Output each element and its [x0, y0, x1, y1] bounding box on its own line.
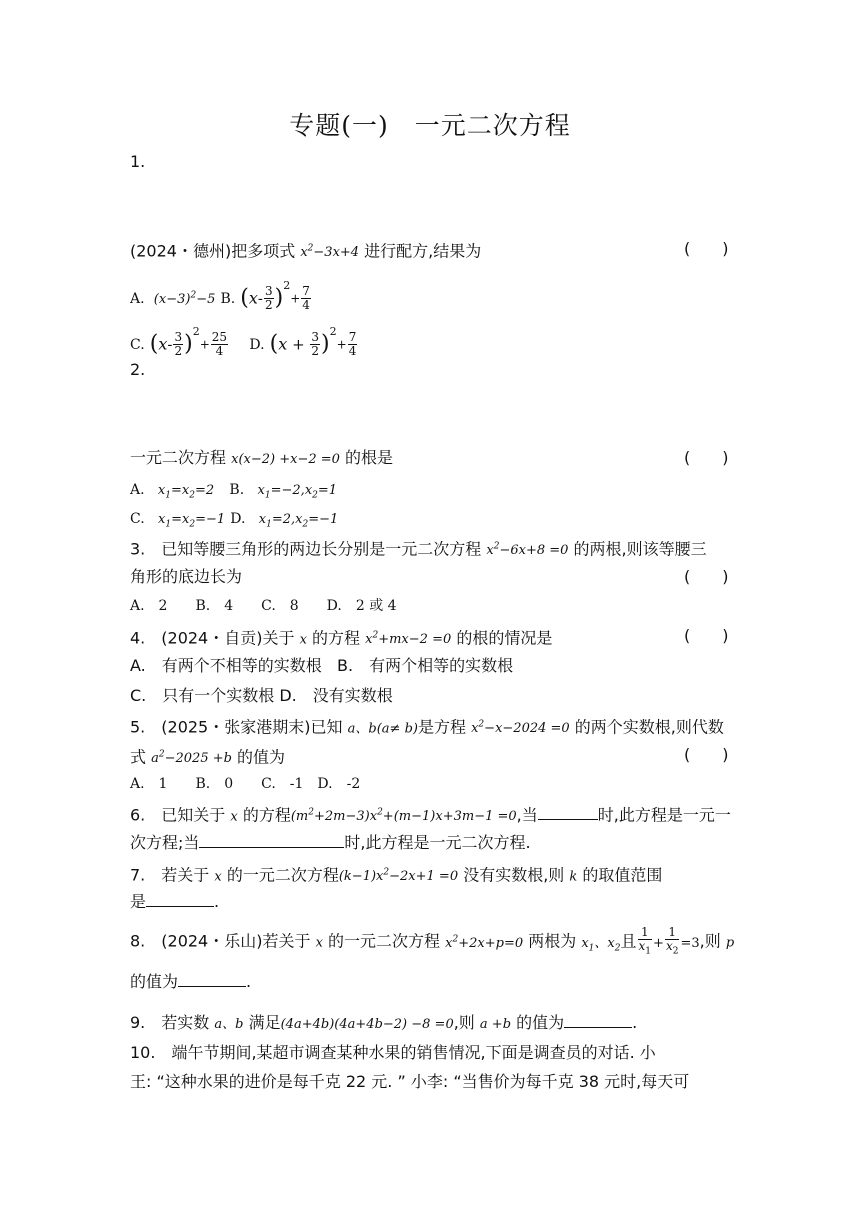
- q1-option-a-label: A.: [130, 291, 145, 307]
- q5-options: A. 1 B. 0 C. -1 D. -2: [130, 776, 361, 792]
- q6-equation: $(m^2+2m-3)x^2+(m-1)x+3m-1 =0$: [290, 808, 517, 825]
- q2-option-d: $x_1=2,x_2=-1$: [250, 512, 339, 530]
- q2-options-ab: A. $x_1=x_2=2$ B. $x_1=-2,x_2=1$: [130, 482, 338, 501]
- q7-stem-line2: 是 .: [130, 892, 220, 911]
- q1-option-a: $(x-3)^2-5$: [149, 290, 216, 307]
- q3-stem-line1: 3. 已知等腰三角形的两边长分别是一元二次方程 $x^2-6x+8 =0$ 的两根,则该等腰三: [130, 539, 707, 559]
- q1-stem: (2024・德州)把多项式 $x^2-3x+4$ 进行配方,结果为: [130, 241, 482, 261]
- q1-polynomial: $x^2-3x+4$: [300, 244, 360, 261]
- q4-options-cd: [130, 686, 393, 706]
- q6-blank-1[interactable]: [538, 805, 598, 820]
- q8-condition: $\frac{1}{x_1}$ + $\frac{1}{x_2}$ =3: [638, 925, 700, 957]
- q5-stem-line2: 式 $a^2-2025 +b$ 的值为: [130, 747, 286, 767]
- q1-option-c: (x- $\frac{3}{2}$ )$^2$+ $\frac{25}{4}$: [149, 325, 228, 358]
- q2-number: 2.: [130, 360, 146, 379]
- q1-options-ab: [130, 276, 312, 312]
- q4-option-a: A. 有两个不相等的实数根: [130, 656, 322, 675]
- page-title: 专题(一) 一元二次方程: [289, 111, 571, 140]
- q1-option-c-label: C.: [130, 337, 145, 353]
- q2-option-b: $x_1=-2,x_2=1$: [249, 483, 338, 501]
- q8-equation: $x^2+2x+p=0$: [445, 934, 524, 951]
- q5-answer-paren: ( ): [684, 745, 729, 764]
- q8-stem-line2: 的值为 .: [130, 972, 252, 991]
- q1-option-b-label: B.: [220, 291, 236, 307]
- q3-answer-paren: ( ): [684, 567, 729, 586]
- q4-option-d: D. 没有实数根: [279, 686, 393, 705]
- q1-number: 1.: [130, 152, 146, 171]
- q3-options: A. 2 B. 4 C. 8 D. 2 或 4: [130, 598, 397, 614]
- q1-options-cd: [130, 322, 358, 358]
- q3-equation: $x^2-6x+8 =0$: [486, 542, 569, 559]
- q10-stem-line1: 10. 端午节期间,某超市调查某种水果的销售情况,下面是调查员的对话. 小: [130, 1043, 656, 1062]
- q1-option-d-label: D.: [249, 337, 265, 353]
- q6-stem-line2: 次方程;当 时,此方程是一元二次方程.: [130, 833, 531, 852]
- q5-expression: $a^2-2025 +b$: [151, 750, 232, 767]
- q4-options-ab: [130, 656, 513, 676]
- q2-options-cd: C. $x_1=x_2=-1$ D. $x_1=2,x_2=-1$: [130, 511, 339, 530]
- q4-option-b: B. 有两个相等的实数根: [337, 656, 514, 675]
- q6-blank-2[interactable]: [199, 833, 344, 848]
- q4-option-c: C. 只有一个实数根: [130, 686, 275, 705]
- q9-stem: 9. 若实数 a、b 满足(4a+4b)(4a+4b−2) −8 =0,则 a +b 的值为 .: [130, 1013, 638, 1032]
- q3-stem-line2: 角形的底边长为: [130, 567, 243, 586]
- q9-blank[interactable]: [564, 1013, 632, 1028]
- q4-answer-paren: ( ): [684, 626, 729, 645]
- q7-blank[interactable]: [146, 892, 214, 907]
- q4-equation: $x^2+mx-2 =0$: [365, 631, 452, 648]
- q2-option-a: $x_1=x_2=2$: [149, 483, 215, 501]
- q2-answer-paren: ( ): [684, 448, 729, 467]
- q1-answer-paren: ( ): [684, 239, 729, 258]
- q5-variables: a、b(a≠ b): [347, 721, 418, 737]
- q7-stem-line1: 7. 若关于 x 的一元二次方程$(k-1)x^2-2x+1 =0$ 没有实数根,则 k 的取值范围: [130, 865, 663, 885]
- q10-stem-line2: 王: “这种水果的进价是每千克 22 元. ” 小李: “当售价为每千克 38 元时,每天可: [130, 1072, 690, 1091]
- q7-equation: $(k-1)x^2-2x+1 =0$: [338, 868, 459, 885]
- q6-stem-line1: 6. 已知关于 x 的方程$(m^2+2m-3)x^2+(m-1)x+3m-1 =0$,当 时,此方程是一元一: [130, 805, 731, 825]
- q2-option-c: $x_1=x_2=-1$: [149, 512, 226, 530]
- q2-stem: 一元二次方程 x(x−2) +x−2 =0 的根是: [130, 448, 394, 467]
- q8-stem-line1: 8. (2024・乐山)若关于 x 的一元二次方程 $x^2+2x+p=0$ 两根为 $x_1$、$x_2$且 $\frac{1}{x_1}$ + $\frac{1}{x_2}$ =3,则 p: [130, 925, 735, 957]
- q5-stem-line1: 5. (2025・张家港期末)已知 a、b(a≠ b)是方程 $x^2-x-2024 =0$ 的两个实数根,则代数: [130, 717, 724, 737]
- q1-option-b: (x- $\frac{3}{2}$ )$^2$+ $\frac{7}{4}$: [240, 279, 310, 312]
- q5-equation: $x^2-x-2024 =0$: [471, 720, 570, 737]
- q2-equation: x(x−2) +x−2 =0: [231, 452, 340, 467]
- q1-option-d: (x + $\frac{3}{2}$ )$^2$+ $\frac{7}{4}$: [269, 325, 357, 358]
- q8-roots: $x_1$、$x_2$: [581, 935, 621, 954]
- q9-equation: (4a+4b)(4a+4b−2) −8 =0: [280, 1017, 454, 1032]
- q4-stem: 4. (2024・自贡)关于 x 的方程 $x^2+mx-2 =0$ 的根的情况是: [130, 628, 553, 648]
- q8-blank[interactable]: [178, 972, 246, 987]
